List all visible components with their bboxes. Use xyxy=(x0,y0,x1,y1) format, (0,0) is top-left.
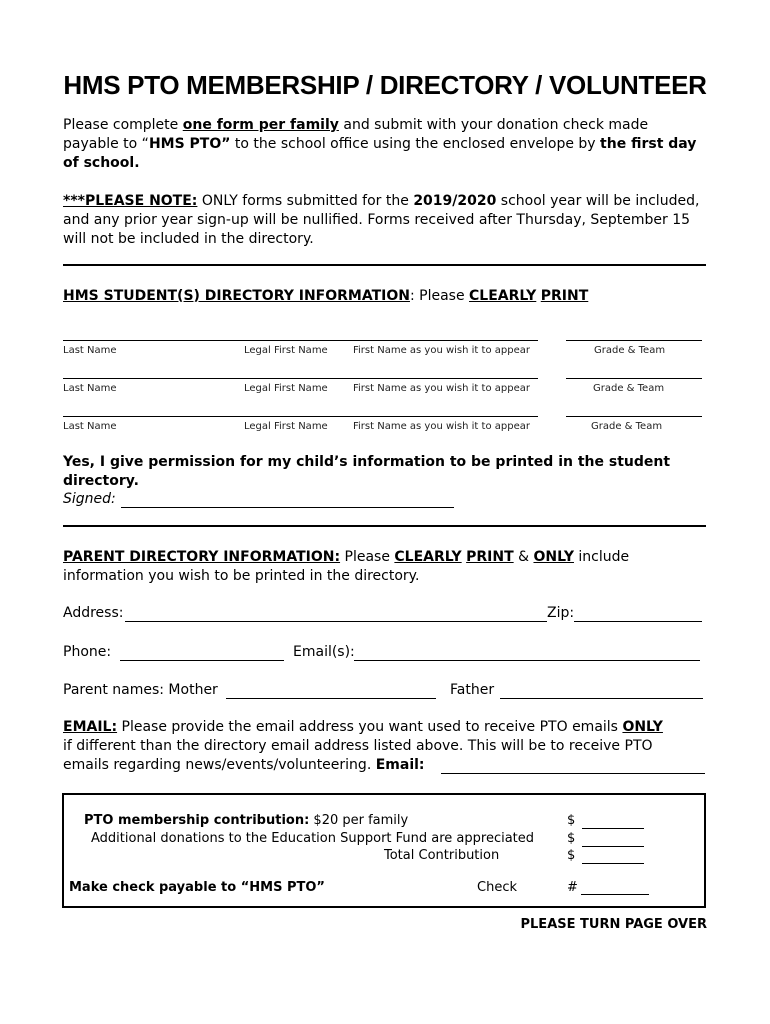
dollar-sign: $ xyxy=(567,813,576,828)
student-name-line[interactable] xyxy=(63,378,538,379)
membership-amount: $20 per family xyxy=(309,813,409,828)
total-amount-line[interactable] xyxy=(582,863,644,864)
first-wish-label: First Name as you wish it to appear xyxy=(353,345,530,356)
email-text: Please provide the email address you want used to receive PTO emails xyxy=(117,719,623,735)
student-name-line[interactable] xyxy=(63,416,538,417)
zip-line[interactable] xyxy=(574,621,702,622)
phone-label: Phone: xyxy=(63,644,112,660)
first-wish-label: First Name as you wish it to appear xyxy=(353,421,530,432)
note-label: ***PLEASE NOTE: xyxy=(63,193,198,209)
donation-amount-line[interactable] xyxy=(582,846,644,847)
address-label: Address: xyxy=(63,605,124,621)
signed-label: Signed: xyxy=(63,491,116,507)
school-year: 2019/2020 xyxy=(413,193,497,209)
heading-text: Please xyxy=(340,549,395,565)
total-contribution-label: Total Contribution xyxy=(384,848,500,863)
heading-sep: : Please xyxy=(409,288,470,304)
membership-row xyxy=(84,813,408,828)
pto-email-line[interactable] xyxy=(441,773,705,774)
grade-team-label: Grade & Team xyxy=(591,421,663,432)
student-section-heading xyxy=(63,287,708,306)
intro-text: Please complete xyxy=(63,117,183,133)
note-text: school year will be included, and any prior year sign-up will be nullified. Forms received after Thursday, September 15 will not be included in the directory. xyxy=(63,193,700,247)
only-emphasis: ONLY xyxy=(622,719,663,735)
deadline-emphasis: the first day of school. xyxy=(63,136,697,171)
payee-emphasis: HMS PTO” xyxy=(148,136,231,152)
parent-heading: PARENT DIRECTORY INFORMATION: xyxy=(63,549,341,565)
clearly-emphasis: CLEARLY xyxy=(469,288,537,304)
turn-page-over: PLEASE TURN PAGE OVER xyxy=(520,917,707,932)
mother-line[interactable] xyxy=(226,698,436,699)
dollar-sign: $ xyxy=(567,848,576,863)
note-text: ONLY forms submitted for the xyxy=(197,193,414,209)
contribution-box xyxy=(62,793,706,908)
grade-team-line[interactable] xyxy=(566,340,702,341)
last-name-label: Last Name xyxy=(63,383,117,394)
phone-line[interactable] xyxy=(120,660,284,661)
last-name-label: Last Name xyxy=(63,421,117,432)
make-check-label: Make check payable to “HMS PTO” xyxy=(69,880,325,895)
membership-label: PTO membership contribution: xyxy=(84,813,310,828)
dollar-sign: $ xyxy=(567,831,576,846)
divider xyxy=(63,264,706,266)
heading-text: include information you wish to be printed in the directory. xyxy=(63,549,630,584)
legal-first-label: Legal First Name xyxy=(244,383,328,394)
intro-paragraph xyxy=(63,116,708,173)
check-number-sign: # xyxy=(567,880,578,895)
permission-statement: Yes, I give permission for my child’s information to be printed in the student directory. xyxy=(63,454,671,489)
address-line[interactable] xyxy=(125,621,547,622)
grade-team-label: Grade & Team xyxy=(593,383,665,394)
father-line[interactable] xyxy=(500,698,703,699)
heading-text: & xyxy=(513,549,534,565)
first-wish-label: First Name as you wish it to appear xyxy=(353,383,530,394)
last-name-label: Last Name xyxy=(63,345,117,356)
intro-text: and submit with your donation check made payable to “ xyxy=(63,117,649,152)
grade-team-label: Grade & Team xyxy=(594,345,666,356)
one-form-emphasis: one form per family xyxy=(182,117,339,133)
grade-team-line[interactable] xyxy=(566,378,702,379)
email-text: if different than the directory email address listed above. This will be to receive PTO emails regarding news/events/volunteering. xyxy=(63,738,653,773)
email-heading: EMAIL: xyxy=(63,719,118,735)
membership-amount-line[interactable] xyxy=(582,828,644,829)
signature-line[interactable] xyxy=(121,507,454,508)
intro-text: to the school office using the enclosed envelope by xyxy=(230,136,601,152)
print-emphasis: PRINT xyxy=(540,288,589,304)
email-field-label: Email: xyxy=(375,757,425,773)
parent-section-heading xyxy=(63,548,708,586)
emails-label: Email(s): xyxy=(293,644,355,660)
grade-team-line[interactable] xyxy=(566,416,702,417)
additional-donations-label: Additional donations to the Education Support Fund are appreciated xyxy=(91,831,535,846)
zip-label: Zip: xyxy=(547,605,575,621)
only-emphasis: ONLY xyxy=(533,549,574,565)
check-number-line[interactable] xyxy=(581,894,649,895)
note-paragraph xyxy=(63,192,708,249)
student-name-line[interactable] xyxy=(63,340,538,341)
clearly-emphasis: CLEARLY xyxy=(394,549,462,565)
email-paragraph xyxy=(63,718,673,775)
father-label: Father xyxy=(450,682,495,698)
legal-first-label: Legal First Name xyxy=(244,421,328,432)
page-title: HMS PTO MEMBERSHIP / DIRECTORY / VOLUNTEER xyxy=(63,70,707,100)
student-heading: HMS STUDENT(S) DIRECTORY INFORMATION xyxy=(63,288,410,304)
print-emphasis: PRINT xyxy=(466,549,514,565)
check-label: Check xyxy=(477,880,517,895)
legal-first-label: Legal First Name xyxy=(244,345,328,356)
mother-label: Parent names: Mother xyxy=(63,682,218,698)
divider xyxy=(63,525,706,527)
emails-line[interactable] xyxy=(354,660,700,661)
